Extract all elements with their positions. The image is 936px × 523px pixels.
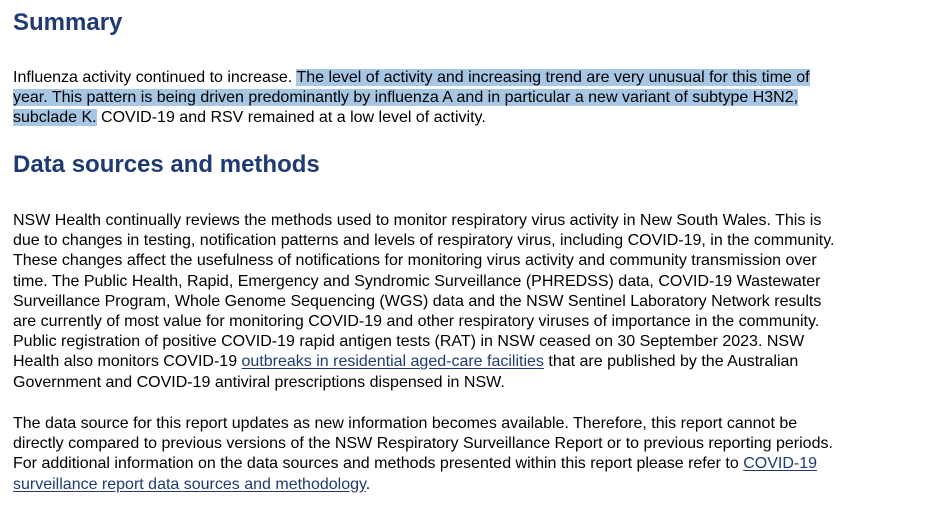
paragraph-line: directly compared to previous versions of the NSW Respiratory Surveillance Report or to previous reporting periods. <box>13 435 833 453</box>
highlighted-text: The level of activity and increasing trend are very unusual for this time of <box>296 69 810 86</box>
methods-paragraph-2 <box>13 414 833 495</box>
methodology-link[interactable]: COVID-19 <box>743 455 817 473</box>
paragraph-line: time. The Public Health, Rapid, Emergency and Syndromic Surveillance (PHREDSS) data, COVID-19 Wastewater <box>13 272 821 290</box>
aged-care-outbreaks-link[interactable]: outbreaks in residential aged-care facilities <box>241 353 544 371</box>
highlighted-text: subclade K. <box>13 109 97 127</box>
paragraph-line: For additional information on the data sources and methods presented within this report please refer to <box>13 455 744 473</box>
methodology-link[interactable]: surveillance report data sources and methodology <box>13 475 366 493</box>
paragraph-line: Public registration of positive COVID-19 rapid antigen tests (RAT) in NSW ceased on 30 September 2023. NSW <box>13 333 805 351</box>
methods-heading: Data sources and methods <box>13 151 320 178</box>
paragraph-line: are currently of most value for monitoring COVID-19 and other respiratory viruses of importance in the community. <box>13 313 820 331</box>
paragraph-line: Government and COVID-19 antiviral prescriptions dispensed in NSW. <box>13 373 505 391</box>
paragraph-line: These changes affect the usefulness of notifications for monitoring virus activity and community transmission over <box>13 252 817 270</box>
paragraph-line: Surveillance Program, Whole Genome Sequencing (WGS) data and the NSW Sentinel Laboratory Network results <box>13 292 822 310</box>
summary-text: Influenza activity continued to increase. <box>13 69 297 86</box>
paragraph-line: The data source for this report updates as new information becomes available. Therefore, this report cannot be <box>13 415 798 432</box>
paragraph-line: due to changes in testing, notification patterns and levels of respiratory virus, including COVID-19, in the community. <box>13 232 835 250</box>
paragraph-line: . <box>365 475 371 493</box>
methods-paragraph-1 <box>13 211 834 393</box>
paragraph-line: that are published by the Australian <box>543 353 799 371</box>
paragraph-line: NSW Health continually reviews the methods used to monitor respiratory virus activity in New South Wales. This is <box>13 212 822 229</box>
highlighted-text: year. This pattern is being driven predominantly by influenza A and in particular a new variant of subtype H3N2, <box>13 89 799 107</box>
summary-text: COVID-19 and RSV remained at a low level of activity. <box>96 109 486 127</box>
summary-heading: Summary <box>13 9 123 36</box>
paragraph-line: Health also monitors COVID-19 <box>13 353 242 371</box>
summary-paragraph <box>13 68 810 129</box>
